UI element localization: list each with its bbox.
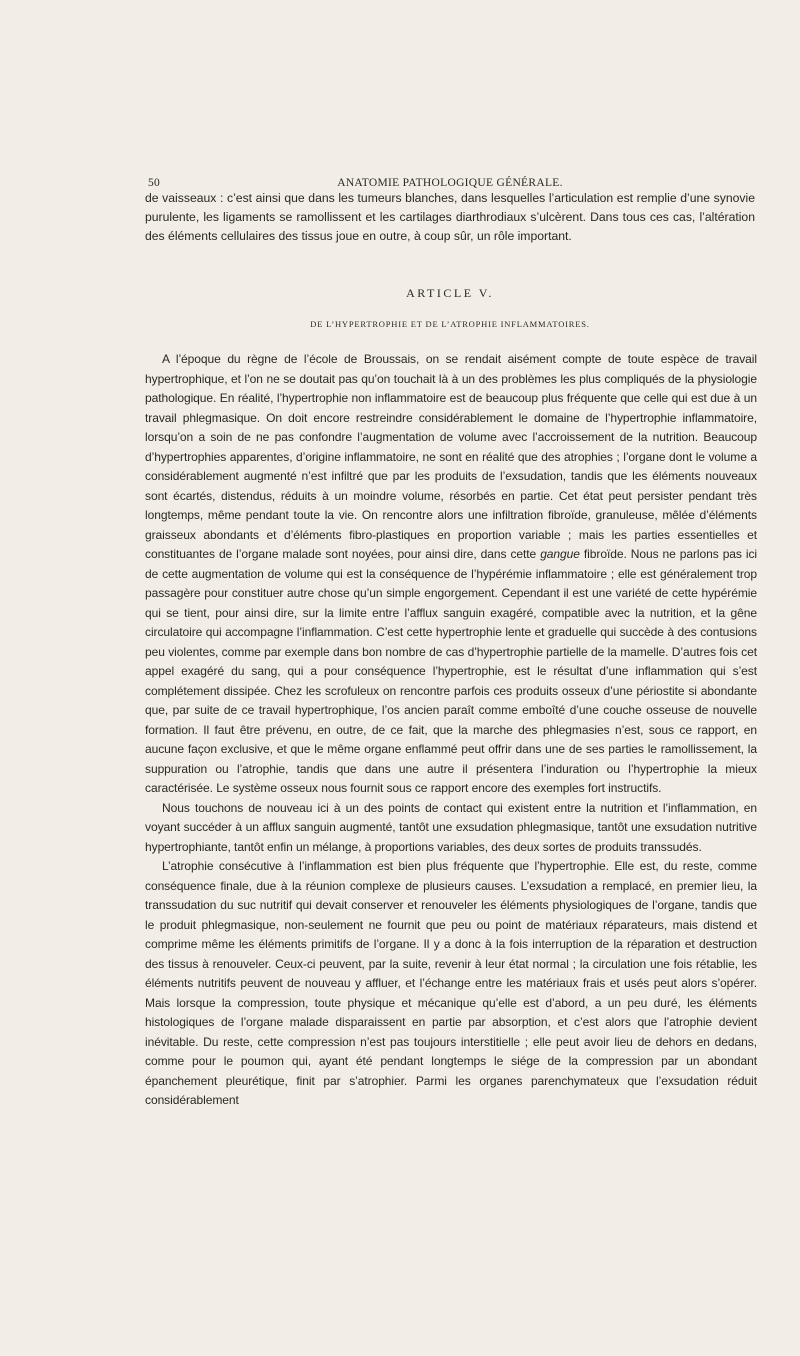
article-subtitle: DE L’HYPERTROPHIE ET DE L’ATROPHIE INFLAMMATOIRES.	[310, 319, 590, 329]
paragraph-2: Nous touchons de nouveau ici à un des points de contact qui existent entre la nutrition et l’inflammation, en voyant succéder à un afflux sanguin augmenté, tantôt une exsudation phlegmasique, tantôt une exsudation nutritive hypertrophiante, tantôt enfin un mélange, à proportions variables, des deux sortes de produits transsudés.	[145, 800, 757, 854]
paragraph-3: L’atrophie consécutive à l’inflammation est bien plus fréquente que l’hypertrophie. Elle est, du reste, comme conséquence finale, due à la réunion complexe de plusieurs causes. L’exsudation a remplacé, en premier lieu, la transsudation du suc nutritif qui devait conserver et renouveler les éléments physiologiques de l’organe, tandis que le produit phlegmasique, non-seulement ne fournit que peu ou point de matériaux réparateurs, mais distend et comprime même les éléments primitifs de l’organe. Il y a donc à la fois interruption de la réparation et destruction des tissus à renouveler. Ceux-ci peuvent, par la suite, revenir à leur état normal ; la circulation une fois rétablie, les éléments nutritifs peuvent de nouveau y affluer, et l’échange entre les matériaux frais et usés peut alors s’opérer. Mais lorsque la compression, toute physique et mécanique qu’elle est d’abord, a un peu duré, les éléments histologiques de l’organe malade disparaissent en partie par absorption, et c’est alors que l’atrophie devient inévitable. Du reste, cette compression n’est pas toujours interstitielle ; elle peut avoir lieu de dehors en dedans, comme pour le poumon qui, ayant été pendant longtemps le siége de la compression par un abondant épanchement pleurétique, finit par s’atrophier. Parmi les organes parenchymateux que l’exsudation réduit considérablement	[145, 859, 757, 1107]
page-number: 50	[148, 177, 161, 189]
paragraph-1-text-a: A l’époque du règne de l’école de Broussais, on se rendait aisément compte de toute espèce de travail hypertrophique, et l’on ne se doutait pas qu’on touchait là à un des problèmes les plus compliqués de la physiologie pathologique. En réalité, l’hypertrophie non inflammatoire est de beaucoup plus fréquente que celle qui est due à un travail phlegmasique. On doit encore restreindre considérablement le domaine de l’hypertrophie inflammatoire, lorsqu’on a soin de ne pas confondre l’augmentation de volume avec l’accroissement de la nutrition. Beaucoup d’hypertrophies apparentes, d’origine inflammatoire, ne sont en réalité que des atrophies ; l’organe dont le volume a considérablement augmenté n’est infiltré que par les produits de l’exsudation, tandis que les éléments nouveaux sont écartés, distendus, réduits à un moindre volume, résorbés en partie. Cet état peut persister pendant très longtemps, même pendant toute la vie. On rencontre alors une infiltration fibroïde, granuleuse, mêlée d’éléments graisseux abondants et d’éléments fibro-plastiques en proportion variable ; mais les parties essentielles et constituantes de l’organe malade sont noyées, pour ainsi dire, dans cette	[145, 352, 757, 561]
article-title: ARTICLE V.	[406, 286, 494, 300]
article-body	[145, 350, 757, 1111]
intro-paragraph: de vaisseaux : c’est ainsi que dans les tumeurs blanches, dans lesquelles l’articulation est remplie d’une synovie purulente, les ligaments se ramollissent et les cartilages diarthrodiaux s’ulcèrent. Dans tous ces cas, l’altération des éléments cellulaires des tissus joue en outre, à coup sûr, un rôle important.	[145, 191, 755, 244]
paragraph-1-text-b: fibroïde. Nous ne parlons pas ici de cette augmentation de volume qui est la conséquence de l’hypérémie inflammatoire ; elle est généralement trop passagère pour constituer autre chose qu’un simple engorgement. Cependant il est une variété de cette hypérémie qui se tient, pour ainsi dire, sur la limite entre l’afflux sanguin exagéré, compatible avec la nutrition, et la gêne circulatoire qui accompagne l’inflammation. C’est cette hypertrophie lente et graduelle qui succède à des contusions peu violentes, comme par exemple dans bon nombre de cas d’hypertrophie partielle de la mamelle. D’autres fois cet appel exagéré du sang, qui a pour conséquence l’hypertrophie, est le résultat d’une inflammation qui s’est complétement dissipée. Chez les scrofuleux on rencontre parfois ces produits osseux d’une périostite si abondante que, par suite de ce travail hypertrophique, l’os ancien paraît comme emboîté d’une couche osseuse de nouvelle formation. Il faut être prévenu, en outre, de ce fait, que la marche des phlegmasies n’est, sous ce rapport, en aucune façon exclusive, et que le même organe enflammé peut offrir dans une de ses parties le ramollissement, la suppuration ou l’atrophie, tandis que dans une autre il présentera l’induration ou l’hypertrophie la mieux caractérisée. Le système osseux nous fournit sous ce rapport encore des exemples fort instructifs.	[145, 547, 758, 795]
paragraph-1	[145, 350, 757, 799]
running-title: ANATOMIE PATHOLOGIQUE GÉNÉRALE.	[337, 177, 563, 189]
intro-text-block	[145, 189, 755, 247]
italic-term-gangue: gangue	[540, 547, 580, 561]
